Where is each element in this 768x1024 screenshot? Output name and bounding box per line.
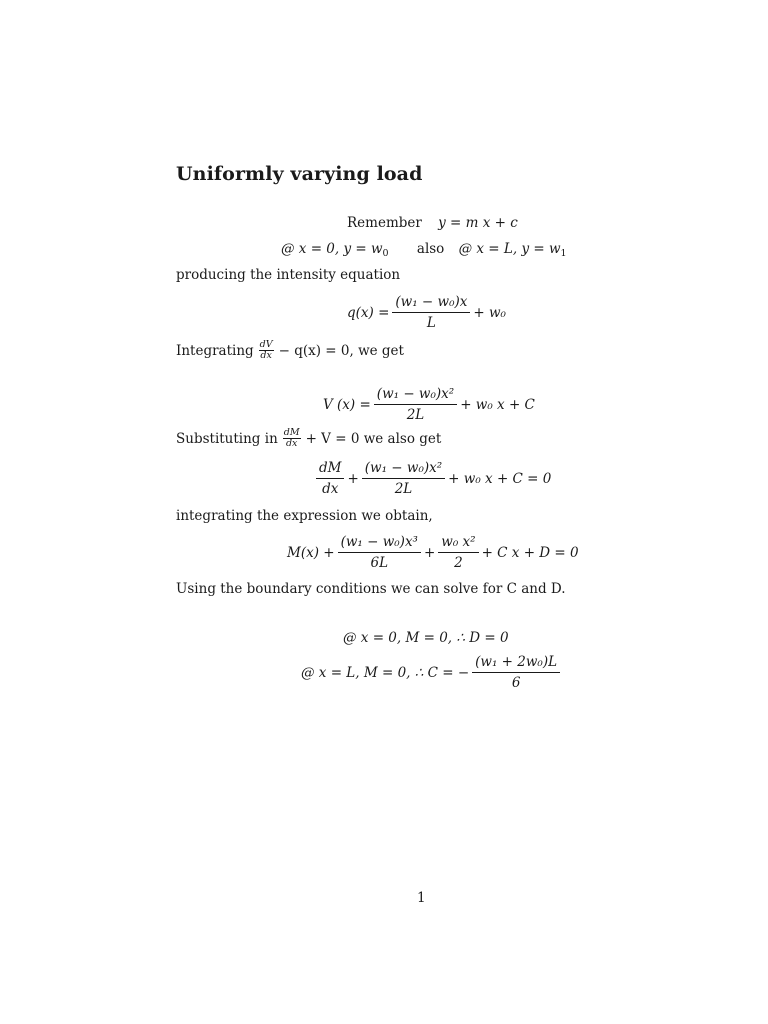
condition-one-subscript: 0 [382,248,389,259]
boundary-condition-two [301,654,563,691]
boundary-text: Using the boundary conditions we can solve for C and D. [176,581,566,597]
m-lhs: M(x) + [287,544,335,561]
dm-small-numerator: dM [283,427,300,438]
bc2-numerator: (w₁ + 2w₀)L [472,654,560,673]
substituting-post: + V = 0 we also get [305,430,442,447]
dm-plus: + [347,470,359,487]
dv-numerator: dV [259,339,273,350]
dm-fraction [316,460,344,497]
condition-two: @ x = L, y = w [458,241,561,257]
conditions-also: also [416,241,445,257]
dm-denominator: dx [322,481,339,497]
intensity-equation [347,294,506,331]
v-denominator: 2L [406,407,425,423]
v-fraction [374,386,457,423]
m-fraction-two [438,534,478,571]
bc2-denominator: 6 [511,675,521,691]
q-lhs: q(x) = [347,304,390,321]
m-fraction-one-numerator: (w₁ − w₀)x³ [338,534,421,553]
m-fraction-one-denominator: 6L [370,555,389,571]
dv-dx-fraction [259,340,274,361]
dm-small-denominator: dx [285,438,298,449]
q-numerator: (w₁ − w₀)x [392,294,470,313]
substituting-pre: Substituting in [176,430,278,447]
dm-numerator: dM [316,460,344,479]
dm-dx-fraction [283,428,301,449]
substituting-text [176,428,441,449]
m-plus: + [423,544,436,561]
shear-equation [323,386,535,423]
q-fraction [392,294,470,331]
v-numerator: (w₁ − w₀)x² [374,386,457,405]
remember-line [347,215,518,231]
q-rhs: + w₀ [473,304,506,321]
condition-two-subscript: 1 [560,248,567,259]
boundary-condition-one: @ x = 0, M = 0, ∴ D = 0 [343,630,509,646]
dm-term-numerator: (w₁ − w₀)x² [362,460,445,479]
dm-term-denominator: 2L [394,481,413,497]
moment-derivative-equation [313,460,551,497]
remember-label: Remember [347,215,422,231]
dm-rhs: + w₀ x + C = 0 [448,470,552,487]
v-lhs: V (x) = [323,396,371,413]
conditions-line [281,241,567,259]
q-denominator: L [426,315,436,331]
v-rhs: + w₀ x + C [460,396,535,413]
intensity-text: producing the intensity equation [176,267,401,283]
integrating-expression-text: integrating the expression we obtain, [176,508,433,524]
m-fraction-two-denominator: 2 [454,555,463,571]
dm-term-fraction [362,460,445,497]
bc2-lhs: @ x = L, M = 0, ∴ C = − [301,664,470,681]
integrating-text [176,340,404,361]
remember-equation: y = m x + c [438,215,518,231]
m-fraction-one [338,534,421,571]
m-fraction-two-numerator: w₀ x² [438,534,478,553]
dv-denominator: dx [260,350,272,361]
page-title: Uniformly varying load [176,163,423,185]
condition-one: @ x = 0, y = w [281,241,383,257]
m-rhs: + C x + D = 0 [481,544,579,561]
bc2-fraction [472,654,560,691]
integrating-pre: Integrating [176,342,254,359]
page-number: 1 [417,890,426,906]
moment-equation [287,534,579,571]
integrating-post: − q(x) = 0, we get [278,342,404,359]
